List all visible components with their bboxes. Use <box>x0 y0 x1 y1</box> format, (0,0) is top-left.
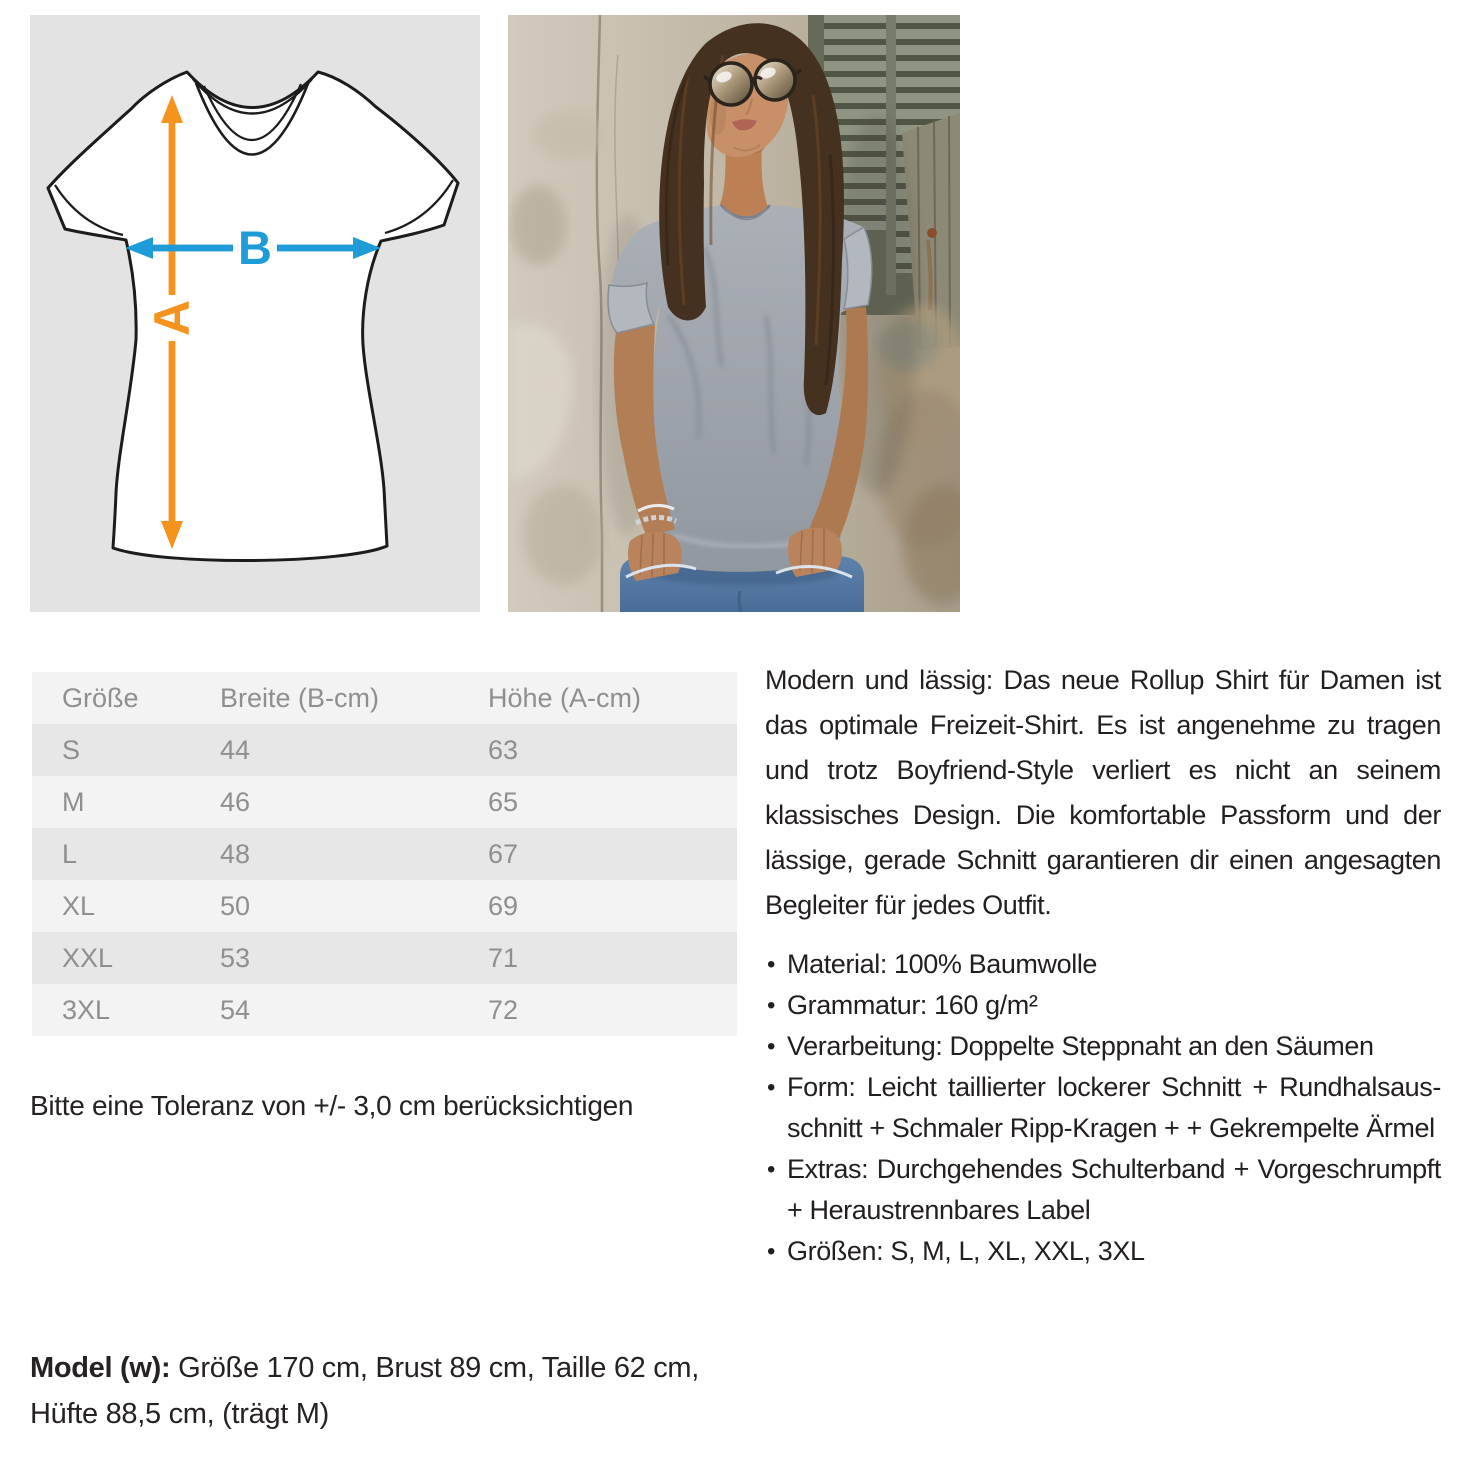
tshirt-measurement-illustration <box>30 15 480 612</box>
feature-verarbeitung: • Verarbeitung: Doppelte Steppnaht an den Säumen <box>765 1026 1441 1067</box>
model-photo <box>508 15 960 612</box>
table-row-l: L 48 67 <box>32 828 737 880</box>
width-label: B <box>238 221 272 274</box>
table-row-3xl: 3XL 54 72 <box>32 984 737 1036</box>
feature-grammatur: • Grammatur: 160 g/m² <box>765 985 1441 1026</box>
feature-groessen: • Größen: S, M, L, XL, XXL, 3XL <box>765 1231 1441 1272</box>
height-label: A <box>144 299 200 337</box>
column-header-groesse: Größe <box>62 682 139 713</box>
table-row-xxl: XXL 53 71 <box>32 932 737 984</box>
description-paragraph: Modern und lässig: Das neue Rollup Shirt für Damen ist das optimale Freizeit-Shirt. Es ist angenehme zu tragen und trotz Boyfriend-Style verliert es nicht an seinem klassisches Design. Die komfortable Passform und der lässige, gerade Schnitt garantieren dir einen angesagten Begleiter für jedes Outfit. <box>765 665 1441 920</box>
table-row-m: M 46 65 <box>32 776 737 828</box>
model-info <box>30 1345 770 1437</box>
table-row-xl: XL 50 69 <box>32 880 737 932</box>
model-photo-illustration <box>508 15 960 612</box>
feature-extras: • Extras: Durchgehendes Schulterband + Vorgeschrumpft + Heraustrennbares Label <box>765 1149 1441 1231</box>
feature-material: • Material: 100% Baumwolle <box>765 944 1441 985</box>
feature-list <box>765 944 1441 1272</box>
column-header-hoehe: Höhe (A-cm) <box>488 682 642 713</box>
model-info-details: Größe 170 cm, Brust 89 cm, Taille 62 cm, Hüfte 88,5 cm, (trägt M) <box>30 1352 700 1430</box>
size-table <box>32 672 737 1036</box>
tolerance-note: Bitte eine Toleranz von +/- 3,0 cm berücksichtigen <box>30 1090 634 1121</box>
model-info-label: Model (w): <box>30 1352 171 1384</box>
column-header-breite: Breite (B-cm) <box>220 682 380 713</box>
product-description <box>765 658 1441 1272</box>
size-table-header-row <box>32 672 737 724</box>
table-row-s: S 44 63 <box>32 724 737 776</box>
rusty-hinge <box>927 228 937 238</box>
feature-form: • Form: Leicht taillierter lockerer Schnitt + Rundhalsaus-schnitt + Schmaler Ripp-Kragen + + Gekrempelte Ärmel <box>765 1067 1441 1149</box>
size-diagram <box>30 15 480 612</box>
